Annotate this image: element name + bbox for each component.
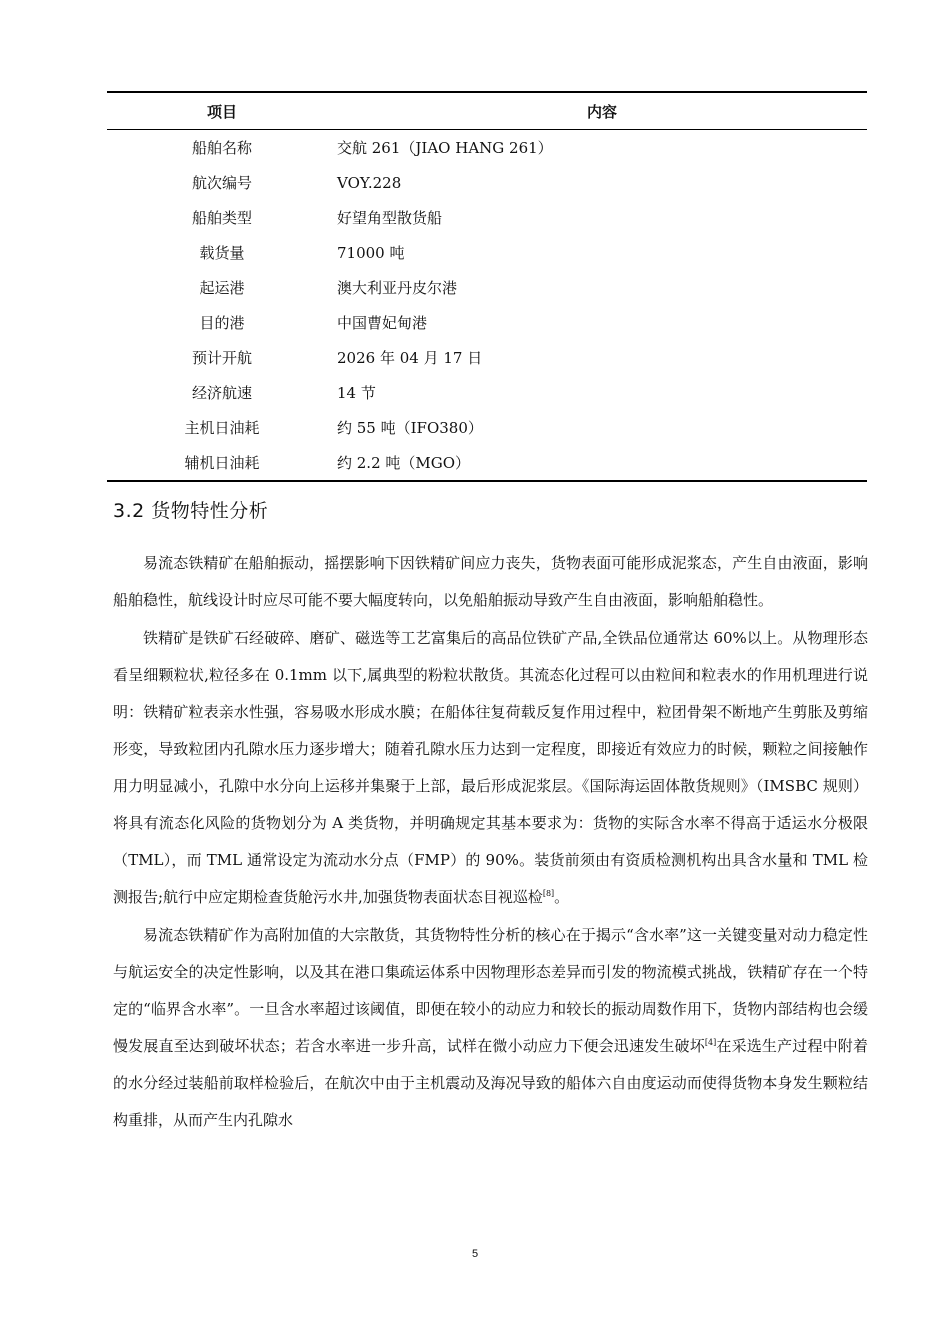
table-cell-item: 船舶名称 <box>191 139 252 157</box>
table-header-item: 项目 <box>206 102 237 121</box>
table-cell-item: 载货量 <box>199 244 245 262</box>
page-number: 5 <box>471 1248 479 1260</box>
table-row <box>107 375 867 410</box>
table-header-row <box>107 92 867 130</box>
ship-info-table <box>107 91 867 482</box>
table-row <box>107 340 867 375</box>
table-cell-content: 71000 吨 <box>337 244 405 262</box>
body-text <box>113 545 868 1139</box>
table-row <box>107 410 867 445</box>
paragraph <box>113 620 868 916</box>
table-cell-item: 起运港 <box>199 279 245 297</box>
table-cell-content: 好望角型散货船 <box>337 209 443 227</box>
paragraph-text: 铁精矿是铁矿石经破碎、磨矿、磁选等工艺富集后的高品位铁矿产品,全铁品位通常达 60%以上。从物理形态看呈细颗粒状,粒径多在 0.1mm 以下,属典型的粉粒状散货。其流态化过程可以由粒间和粒表水的作用机理进行说明：铁精矿粒表亲水性强，容易吸水形成水膜；在船体往复荷载反复作用过程中，粒团骨架不断地产生剪胀及剪缩形变，导致粒团内孔隙水压力逐步增大；随着孔隙水压力达到一定程度，即接近有效应力的时候，颗粒之间接触作用力明显减小，孔隙中水分向上运移并集聚于上部，最后形成泥浆层。《国际海运固体散货规则》（IMSBC 规则）将具有流态化风险的货物划分为 A 类货物，并明确规定其基本要求为：货物的实际含水率不得高于适运水分极限（TML），而 TML 通常设定为流动水分点（FMP）的 90%。装货前须由有资质检测机构出具含水量和 TML 检测报告;航行中应定期检查货舱污水井,加强货物表面状态目视巡检 <box>113 629 868 906</box>
table-row <box>107 235 867 270</box>
table-cell-content: 交航 261（JIAO HANG 261） <box>337 139 553 157</box>
table-row <box>107 130 867 166</box>
table-row <box>107 445 867 481</box>
table-cell-content: 澳大利亚丹皮尔港 <box>337 279 458 297</box>
table-cell-content: 中国曹妃甸港 <box>337 314 428 332</box>
table-row <box>107 165 867 200</box>
citation-ref: [8] <box>542 889 555 898</box>
table-cell-item: 船舶类型 <box>191 209 252 227</box>
table-header-content: 内容 <box>586 102 617 121</box>
table-row <box>107 200 867 235</box>
citation-ref: [4] <box>704 1038 717 1047</box>
paragraph <box>113 917 868 1139</box>
paragraph-text: 。 <box>554 888 570 906</box>
table-row <box>107 305 867 340</box>
paragraph-text: 在采选生产过程中附着的水分经过装船前取样检验后，在航次中由于主机震动及海况导致的船体六自由度运动而使得货物本身发生颗粒结构重排，从而产生内孔隙水 <box>113 1037 868 1129</box>
table-cell-item: 经济航速 <box>191 384 252 402</box>
paragraph: 易流态铁精矿在船舶振动，摇摆影响下因铁精矿间应力丧失，货物表面可能形成泥浆态，产生自由液面，影响船舶稳性，航线设计时应尽可能不要大幅度转向，以免船舶振动导致产生自由液面，影响船舶稳性。 <box>113 554 868 609</box>
table-row <box>107 270 867 305</box>
table-cell-item: 辅机日油耗 <box>184 454 260 472</box>
table-cell-item: 预计开航 <box>191 349 252 367</box>
section-heading: 3.2 货物特性分析 <box>113 500 269 522</box>
table-cell-content: 14 节 <box>337 384 376 402</box>
table-cell-item: 目的港 <box>199 314 245 332</box>
paragraph-text: 易流态铁精矿作为高附加值的大宗散货，其货物特性分析的核心在于揭示“含水率”这一关键变量对动力稳定性与航运安全的决定性影响，以及其在港口集疏运体系中因物理形态差异而引发的物流模式挑战，铁精矿存在一个特定的“临界含水率”。一旦含水率超过该阈值，即便在较小的动应力和较长的振动周数作用下，货物内部结构也会缓慢发展直至达到破坏状态；若含水率进一步升高，试样在微小动应力下便会迅速发生破坏 <box>113 926 868 1055</box>
table-cell-content: 约 2.2 吨（MGO） <box>337 454 471 472</box>
table-cell-content: 约 55 吨（IFO380） <box>337 419 483 437</box>
table-cell-item: 航次编号 <box>191 174 252 192</box>
table-cell-content: 2026 年 04 月 17 日 <box>337 349 483 367</box>
table-cell-item: 主机日油耗 <box>184 419 260 437</box>
table-cell-content: VOY.228 <box>337 173 402 192</box>
